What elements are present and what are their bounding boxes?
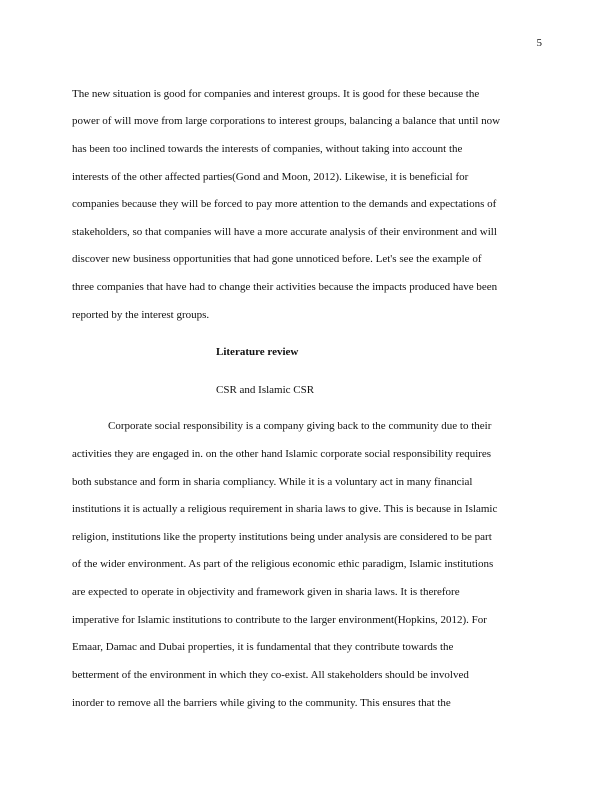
section-heading: Literature review (216, 346, 299, 358)
text-line: reported by the interest groups. (72, 309, 210, 321)
text-line: Corporate social responsibility is a company giving back to the community due to their (108, 420, 492, 432)
text-line: of the wider environment. As part of the religious economic ethic paradigm, Islamic institutions (72, 558, 494, 570)
text-line: are expected to operate in objectivity and framework given in sharia laws. It is therefore (72, 586, 460, 598)
text-line: inorder to remove all the barriers while giving to the community. This ensures that the (72, 697, 451, 709)
text-line: activities they are engaged in. on the other hand Islamic corporate social responsibility requires (72, 448, 492, 460)
text-line: discover new business opportunities that had gone unnoticed before. Let's see the example of (72, 253, 482, 265)
text-line: Emaar, Damac and Dubai properties, it is fundamental that they contribute towards the (72, 641, 454, 653)
text-line: The new situation is good for companies and interest groups. It is good for these because the (72, 88, 480, 100)
text-line: interests of the other affected parties(Gond and Moon, 2012). Likewise, it is beneficial for (72, 171, 469, 183)
text-line: institutions it is actually a religious requirement in sharia laws to give. This is because in Islamic (72, 503, 498, 515)
text-line: power of will move from large corporations to interest groups, balancing a balance that until now (72, 115, 501, 127)
text-line: stakeholders, so that companies will have a more accurate analysis of their environment and will (72, 226, 497, 238)
text-line: both substance and form in sharia compliancy. While it is a voluntary act in many financial (72, 476, 473, 488)
text-line: religion, institutions like the property institutions being under analysis are considered to be part (72, 531, 492, 543)
text-line: has been too inclined towards the interests of companies, without taking into account the (72, 143, 463, 155)
text-line: companies because they will be forced to pay more attention to the demands and expectations of (72, 198, 497, 210)
page-number: 5 (536, 37, 542, 49)
text-line: three companies that have had to change their activities because the impacts produced have been (72, 281, 498, 293)
subsection-heading: CSR and Islamic CSR (216, 384, 315, 396)
text-line: imperative for Islamic institutions to contribute to the larger environment(Hopkins, 2012). For (72, 614, 487, 626)
text-line: betterment of the environment in which they co-exist. All stakeholders should be involved (72, 669, 469, 681)
